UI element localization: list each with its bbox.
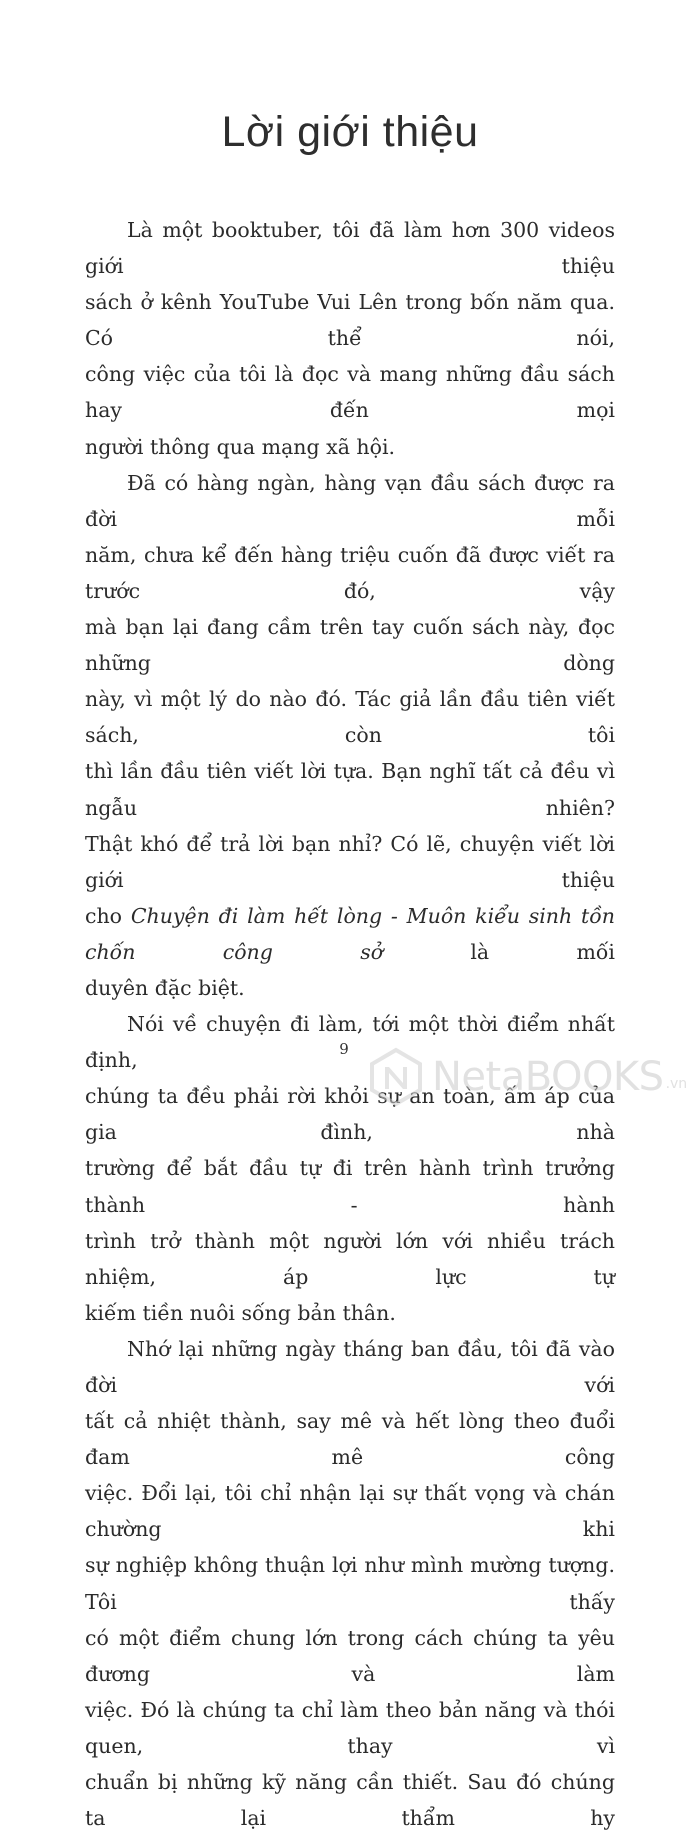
text-line: người thông qua mạng xã hội. [85,434,396,459]
text-line: trình trở thành một người lớn với nhiều trách nhiệm, áp lực tự [85,1228,615,1289]
paragraph-2 [85,465,615,1006]
text-line: trường để bắt đầu tự đi trên hành trình trưởng thành - hành [85,1156,615,1217]
body-text [85,212,615,1836]
text-line: việc. Đó là chúng ta chỉ làm theo bản năng và thói quen, thay vì [85,1697,615,1758]
text-line: Đã có hàng ngàn, hàng vạn đầu sách được ra đời mỗi [85,470,615,531]
text-line: năm, chưa kể đến hàng triệu cuốn đã được viết ra trước đó, vậy [85,542,615,603]
page-title: Lời giới thiệu [221,108,479,156]
watermark-suffix: .vn [665,1076,688,1092]
text-line: Nhớ lại những ngày tháng ban đầu, tôi đã vào đời với [85,1336,615,1397]
text-line: sách ở kênh YouTube Vui Lên trong bốn năm qua. Có thể nói, [85,290,615,351]
text-line: công việc của tôi là đọc và mang những đầu sách hay đến mọi [85,362,615,423]
watermark-text: NetaBOOKS [432,1054,664,1100]
text-line: này, vì một lý do nào đó. Tác giả lần đầu tiên viết sách, còn tôi [85,687,615,748]
text-line: kiếm tiền nuôi sống bản thân. [85,1300,396,1325]
paragraph-1 [85,212,615,465]
netabooks-logo-icon [366,1047,426,1107]
text-line: việc. Đổi lại, tôi chỉ nhận lại sự thất vọng và chán chường khi [85,1481,615,1542]
text-line-with-book-title [85,898,615,970]
text-before-title: cho [85,903,131,928]
text-line: có một điểm chung lớn trong cách chúng ta yêu đương và làm [85,1625,615,1686]
book-title-italic: Chuyện đi làm hết lòng - Muôn kiểu sinh tồn chốn công sở [85,903,615,964]
text-line: tất cả nhiệt thành, say mê và hết lòng theo đuổi đam mê công [85,1409,615,1470]
text-line: duyên đặc biệt. [85,975,245,1000]
page-number: 9 [339,1040,349,1058]
text-after-title: là mối [383,939,615,964]
text-line: mà bạn lại đang cầm trên tay cuốn sách này, đọc những dòng [85,615,615,676]
text-line: Là một booktuber, tôi đã làm hơn 300 videos giới thiệu [85,218,615,279]
text-line: sự nghiệp không thuận lợi như mình mường tượng. Tôi thấy [85,1553,615,1614]
text-line: chúng ta đều phải rời khỏi sự an toàn, ấm áp của gia đình, nhà [85,1084,615,1145]
text-line: chuẩn bị những kỹ năng cần thiết. Sau đó chúng ta lại thẩm hy [85,1770,615,1831]
text-line: Thật khó để trả lời bạn nhỉ? Có lẽ, chuyện viết lời giới thiệu [85,831,615,892]
text-line: thì lần đầu tiên viết lời tựa. Bạn nghĩ tất cả đều vì ngẫu nhiên? [85,759,615,820]
paragraph-4 [85,1331,615,1836]
text-line: Nói về chuyện đi làm, tới một thời điểm nhất định, [85,1012,615,1073]
watermark [366,1046,696,1108]
